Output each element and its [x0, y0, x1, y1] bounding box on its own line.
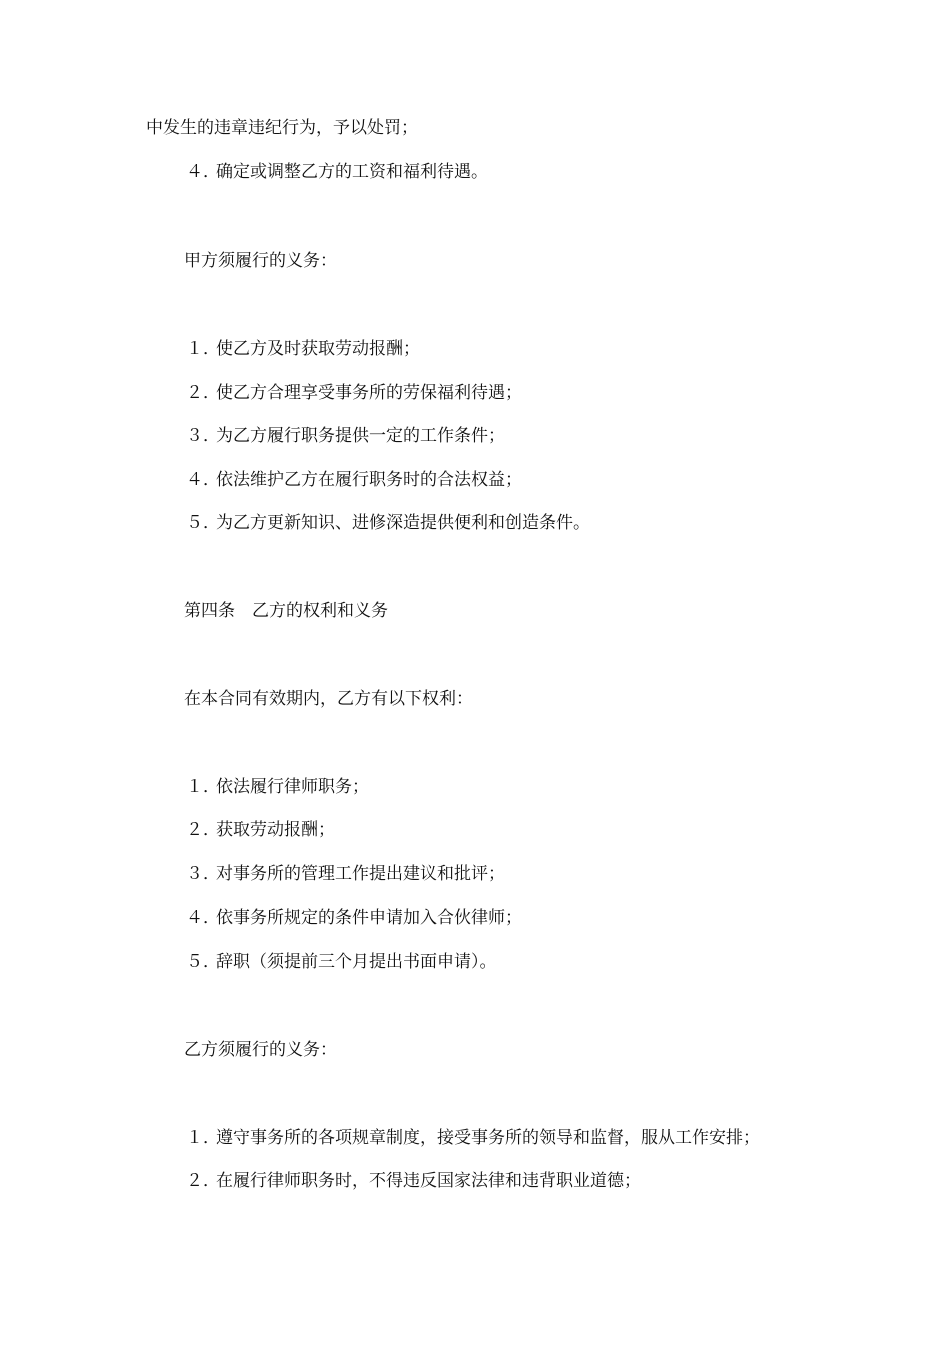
item-number: ４． [186, 470, 220, 490]
item-number: １． [186, 1128, 220, 1148]
item-text: 使乙方合理享受事务所的劳保福利待遇； [216, 383, 522, 403]
item-text: 依法履行律师职务； [216, 777, 369, 797]
item-text: 遵守事务所的各项规章制度，接受事务所的领导和监督，服从工作安排； [216, 1128, 760, 1148]
article-title: 第四条 乙方的权利和义务 [184, 601, 388, 621]
item-number: ４． [186, 908, 220, 928]
item-number: ５． [186, 513, 220, 533]
list-item [186, 906, 522, 930]
item-text: 在履行律师职务时，不得违反国家法律和违背职业道德； [216, 1171, 641, 1191]
item-number: １． [186, 339, 220, 359]
list-item [186, 160, 488, 184]
list-item [186, 381, 522, 405]
item-text: 使乙方及时获取劳动报酬； [216, 339, 420, 359]
list-item [186, 468, 522, 492]
list-item [186, 1169, 641, 1193]
item-text: 对事务所的管理工作提出建议和批评； [216, 864, 505, 884]
section-heading: 甲方须履行的义务： [184, 251, 337, 271]
item-text: 依事务所规定的条件申请加入合伙律师； [216, 908, 522, 928]
item-number: ２． [186, 820, 220, 840]
item-text: 为乙方更新知识、进修深造提供便利和创造条件。 [216, 513, 590, 533]
item-number: ５． [186, 952, 220, 972]
item-number: ２． [186, 1171, 220, 1191]
item-text: 辞职（须提前三个月提出书面申请）。 [216, 952, 497, 972]
list-item [186, 775, 369, 799]
continuation-line: 中发生的违章违纪行为，予以处罚； [146, 118, 418, 138]
section-heading: 乙方须履行的义务： [184, 1040, 337, 1060]
list-item [186, 424, 505, 448]
list-item [186, 862, 505, 886]
item-number: ３． [186, 426, 220, 446]
item-text: 确定或调整乙方的工资和福利待遇。 [216, 162, 488, 182]
item-number: ２． [186, 383, 220, 403]
item-number: ３． [186, 864, 220, 884]
item-number: １． [186, 777, 220, 797]
item-text: 获取劳动报酬； [216, 820, 335, 840]
list-item [186, 950, 497, 974]
list-item [186, 818, 335, 842]
item-text: 为乙方履行职务提供一定的工作条件； [216, 426, 505, 446]
list-item [186, 337, 420, 361]
list-item [186, 511, 590, 535]
list-item [186, 1126, 760, 1150]
item-text: 依法维护乙方在履行职务时的合法权益； [216, 470, 522, 490]
section-heading: 在本合同有效期内，乙方有以下权利： [184, 689, 473, 709]
item-number: ４． [186, 162, 220, 182]
